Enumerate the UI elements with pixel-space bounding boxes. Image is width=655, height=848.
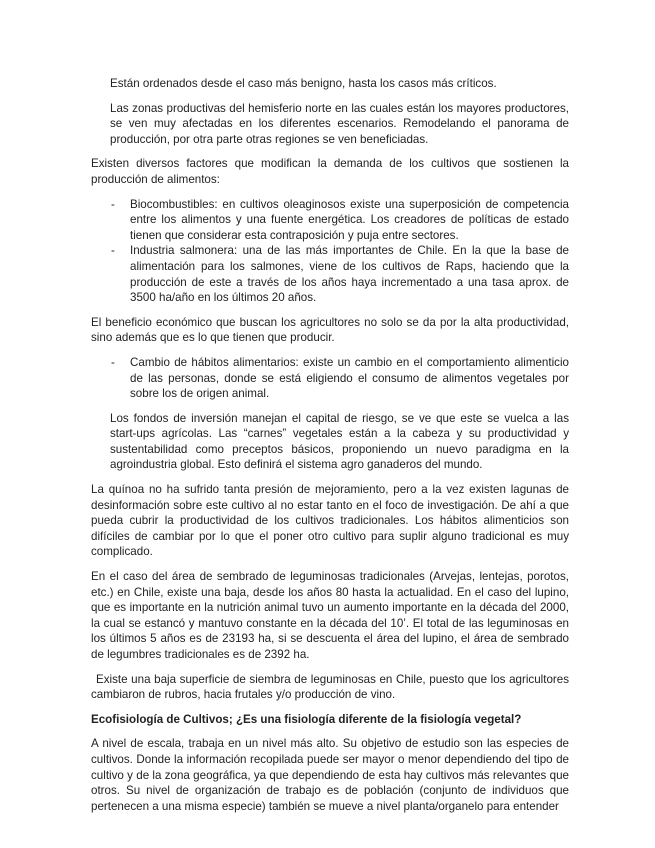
paragraph-ordered-cases: Están ordenados desde el caso más benigno, hasta los casos más críticos. <box>110 77 497 90</box>
bullet-list-habits <box>111 355 569 402</box>
paragraph-legumes-low-surface: Existe una baja superficie de siembra de leguminosas en Chile, puesto que los agricultores cambiaron de rubros, hacia frutales y/o producción de vino. <box>91 672 569 702</box>
paragraph-quinoa: La quínoa no ha sufrido tanta presión de mejoramiento, pero a la vez existen lagunas de desinformación sobre este cultivo al no estar tanto en el foco de investigación. De ahí a que pueda cubrir la productividad de los cultivos tradicionales. Los hábitos alimenticios son difíciles de cambiar por lo que el poner otro cultivo para suplir alguno tradicional es muy complicado. <box>91 483 569 559</box>
list-item-salmon-industry: - Industria salmonera: una de las más importantes de Chile. En la que la base de alimentación para los salmones, viene de los cultivos de Raps, haciendo que la producción de este a través de los años haya incrementado a una tasa aprox. de 3500 ha/año en los últimos 20 años. <box>111 243 569 305</box>
section-heading-ecophysiology: Ecofisiología de Cultivos; ¿Es una fisiología diferente de la fisiología vegetal? <box>91 712 522 726</box>
paragraph-scale-level: A nivel de escala, trabaja en un nivel más alto. Su objetivo de estudio son las especies de cultivos. Donde la información recopilada puede ser mayor o menor dependiendo del tipo de cultivo y de la zona geográfica, ya que dependiendo de esta hay cultivos más relevantes que otros. Su nivel de organización de trabajo es de población (conjunto de individuos que pertenecen a una misma especie) también se mueve a nivel planta/organelo para entender <box>91 737 569 813</box>
paragraph-legumes-area: En el caso del área de sembrado de leguminosas tradicionales (Arvejas, lentejas, porotos, etc.) en Chile, existe una baja, desde los años 80 hasta la actualidad. En el caso del lupino, que es importante en la nutrición animal tuvo un aumento importante en la década del 2000, la cual se estancó y mantuvo constante en la década del 10’. El total de las leguminosas en los últimos 5 años es de 23193 ha, si se descuenta el área del lupino, el área de sembrado de legumbres tradicionales es de 2392 ha. <box>91 570 569 661</box>
paragraph-economic-benefit: El beneficio económico que buscan los agricultores no solo se da por la alta productividad, sino además que es lo que tienen que producir. <box>91 315 569 345</box>
list-item-biofuels: - Biocombustibles: en cultivos oleaginosos existe una superposición de competencia entre los alimentos y una fuente energética. Los creadores de políticas de estado tienen que considerar esta contraposición y puja entre sectores. <box>111 197 569 244</box>
list-item-food-habits: - Cambio de hábitos alimentarios: existe un cambio en el comportamiento alimenticio de las personas, donde se está eligiendo el consumo de alimentos vegetales por sobre los de origen animal. <box>111 355 569 402</box>
paragraph-investment-funds: Los fondos de inversión manejan el capital de riesgo, se ve que este se vuelca a las start-ups agrícolas. Las “carnes” vegetales están a la cabeza y su productividad y sustentabilidad como preceptos básicos, proponiendo un nuevo paradigma en la agroindustria global. Esto definirá el sistema agro ganaderos del mundo. <box>110 411 569 472</box>
bullet-list-factors <box>111 197 569 306</box>
paragraph-demand-factors: Existen diversos factores que modifican la demanda de los cultivos que sostienen la producción de alimentos: <box>91 157 569 186</box>
paragraph-northern-hemisphere: Las zonas productivas del hemisferio norte en las cuales están los mayores productores, se ven muy afectadas en los diferentes escenarios. Remodelando el panorama de producción, por otra parte otras regiones se ven beneficiadas. <box>110 101 569 146</box>
